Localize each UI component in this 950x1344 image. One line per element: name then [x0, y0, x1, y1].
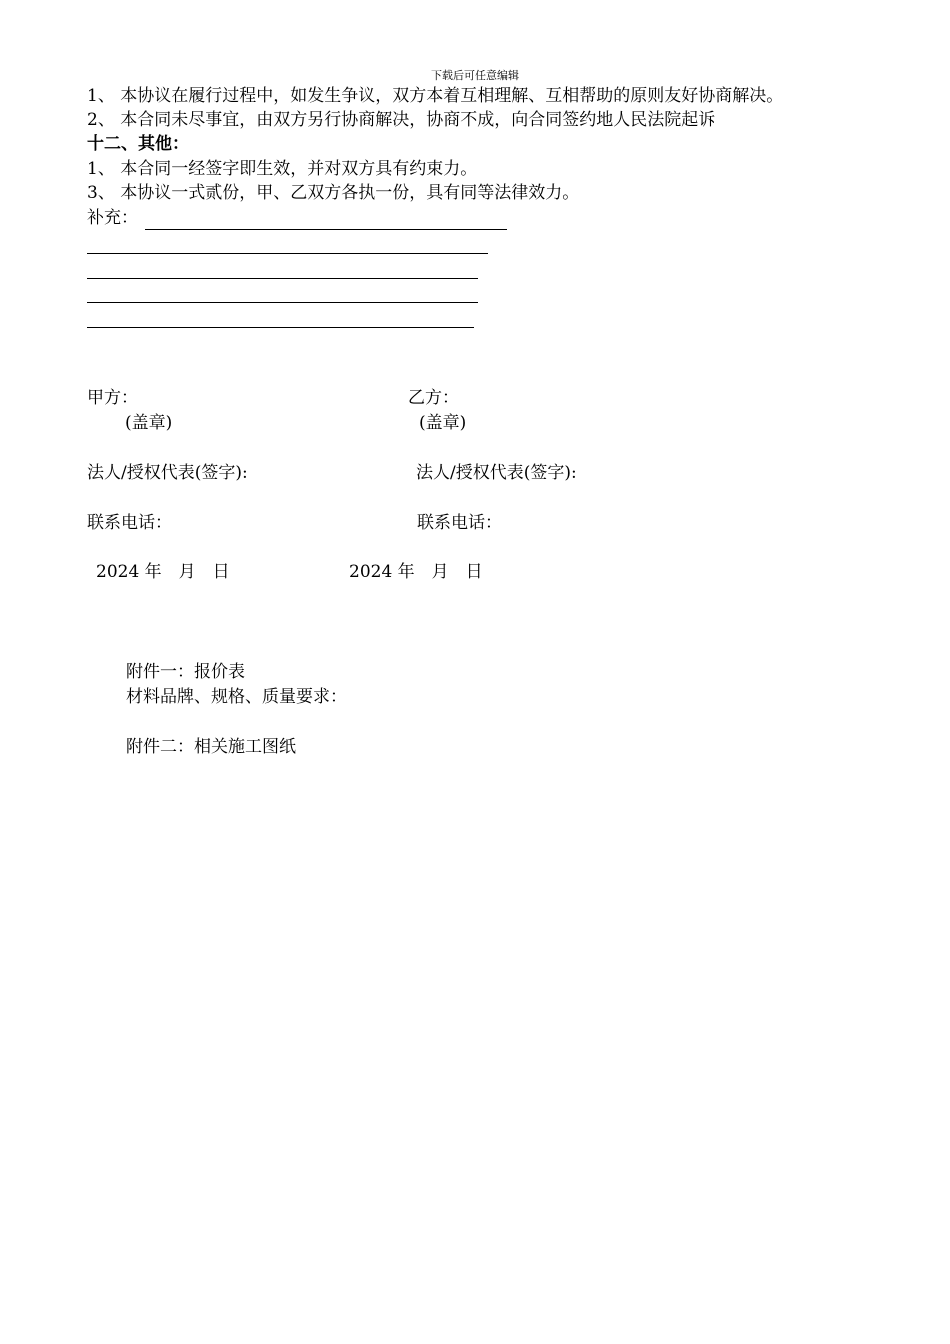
- page-header: 下载后可任意编辑: [431, 69, 519, 82]
- supplement-blank-line-2: [87, 253, 488, 254]
- clause-other-3: 3、 本协议一式贰份，甲、乙双方各执一份，具有同等法律效力。: [87, 183, 580, 203]
- supplement-blank-line-5: [87, 327, 474, 328]
- clause-dispute-2: 2、 本合同未尽事宜，由双方另行协商解决，协商不成，向合同签约地人民法院起诉: [87, 110, 716, 130]
- materials-requirements: 材料品牌、规格、质量要求：: [126, 687, 347, 707]
- party-a-seal: (盖章): [125, 413, 173, 433]
- section-12-title: 十二、其他：: [87, 134, 189, 154]
- supplement-blank-line-4: [87, 302, 478, 303]
- party-b-label: 乙方：: [408, 388, 459, 408]
- clause-other-1: 1、 本合同一经签字即生效，并对双方具有约束力。: [87, 159, 478, 179]
- party-b-phone: 联系电话：: [417, 513, 502, 533]
- supplement-blank-line-1: [145, 229, 507, 230]
- attachment-2: 附件二：相关施工图纸: [126, 737, 296, 757]
- party-a-date: 2024 年 月 日: [96, 562, 230, 582]
- party-a-representative: 法人/授权代表(签字):: [87, 463, 248, 483]
- attachment-1: 附件一：报价表: [126, 662, 245, 682]
- party-b-representative: 法人/授权代表(签字):: [416, 463, 577, 483]
- party-b-seal: (盖章): [419, 413, 467, 433]
- party-b-date: 2024 年 月 日: [349, 562, 483, 582]
- clause-dispute-1: 1、 本协议在履行过程中，如发生争议，双方本着互相理解、互相帮助的原则友好协商解决。: [87, 86, 784, 106]
- supplement-label: 补充：: [87, 208, 138, 228]
- party-a-phone: 联系电话：: [87, 513, 172, 533]
- supplement-blank-line-3: [87, 278, 478, 279]
- party-a-label: 甲方：: [87, 388, 138, 408]
